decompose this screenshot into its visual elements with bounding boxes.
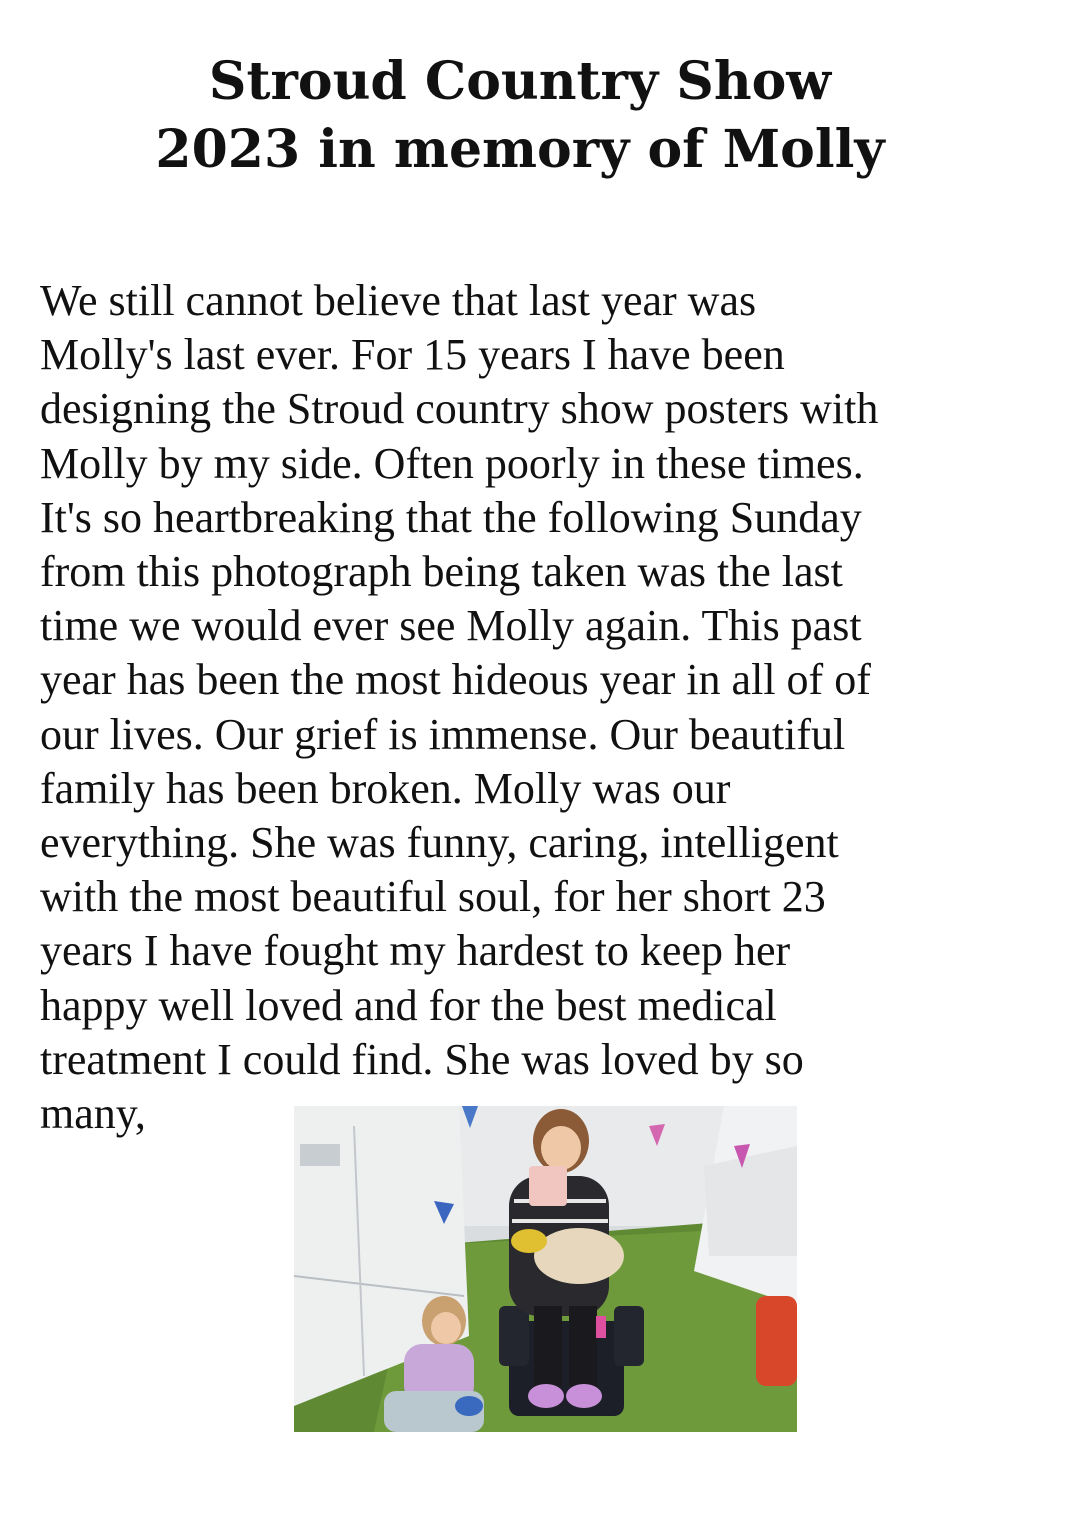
text-line: family has been broken. Molly was our [40, 763, 731, 813]
text-line: many, [40, 1089, 146, 1139]
text-line: from this photograph being taken was the last [40, 547, 843, 597]
text-line: We still cannot believe that last year was [40, 276, 757, 325]
text-line: years I have fought my hardest to keep her [40, 926, 791, 976]
text-line: Molly by my side. Often poorly in these times. [40, 438, 864, 488]
text-line: year has been the most hideous year in all of of [40, 655, 871, 705]
title-line-1: Stroud Country Show [208, 51, 832, 112]
page-title [0, 48, 1040, 184]
text-line: Molly's last ever. For 15 years I have been [40, 330, 785, 380]
title-line-2: 2023 in memory of Molly [155, 119, 885, 180]
text-line: with the most beautiful soul, for her short 23 [40, 872, 826, 922]
memorial-photo [294, 1106, 797, 1432]
text-line: our lives. Our grief is immense. Our beautiful [40, 709, 846, 759]
text-line: time we would ever see Molly again. This past [40, 601, 862, 651]
text-line: designing the Stroud country show posters with [40, 384, 879, 434]
text-line: happy well loved and for the best medical [40, 980, 777, 1030]
memorial-text [40, 274, 1070, 1141]
text-line: treatment I could find. She was loved by so [40, 1034, 804, 1084]
text-line: everything. She was funny, caring, intelligent [40, 818, 839, 868]
text-line: It's so heartbreaking that the following Sunday [40, 492, 862, 542]
